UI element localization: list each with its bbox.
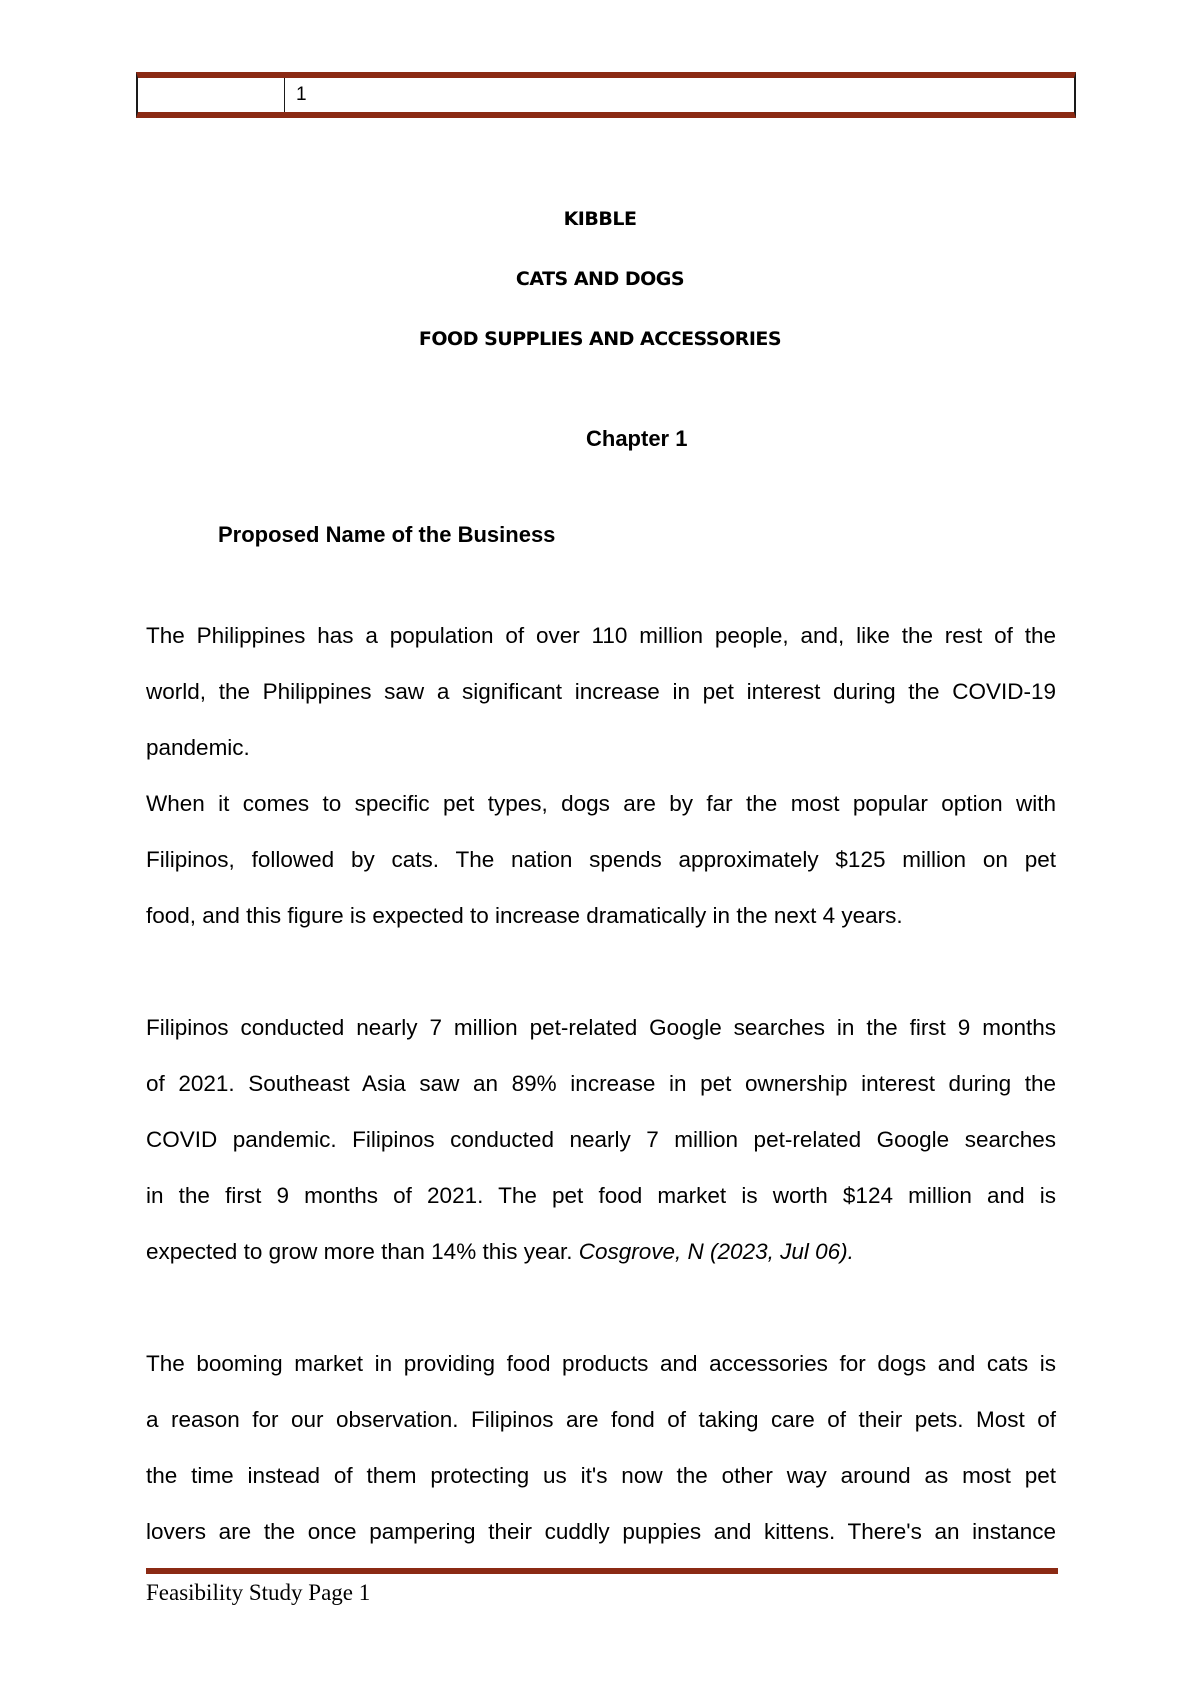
paragraph-line: Filipinos conducted nearly 7 million pet-related Google searches in the first 9 months: [146, 1015, 1056, 1040]
paragraph-line: Filipinos, followed by cats. The nation spends approximately $125 million on pet: [146, 847, 1056, 872]
paragraph-line: world, the Philippines saw a significant increase in pet interest during the COVID-19: [146, 679, 1056, 704]
paragraph-line: in the first 9 months of 2021. The pet food market is worth $124 million and is: [146, 1183, 1056, 1208]
paragraph-line: of 2021. Southeast Asia saw an 89% increase in pet ownership interest during the: [146, 1071, 1056, 1096]
header-page-number: 1: [296, 84, 307, 105]
footer-text: Feasibility Study Page 1: [146, 1580, 371, 1605]
paragraph-4: [146, 1336, 1056, 1560]
header-cell-divider: [284, 78, 285, 112]
title-kibble: KIBBLE: [563, 208, 637, 230]
paragraph-line: food, and this figure is expected to increase dramatically in the next 4 years.: [146, 903, 903, 928]
title-food-supplies: FOOD SUPPLIES AND ACCESSORIES: [418, 328, 782, 350]
citation: Cosgrove, N (2023, Jul 06).: [578, 1239, 854, 1264]
paragraph-1: [146, 608, 1056, 776]
paragraph-line: COVID pandemic. Filipinos conducted nearly 7 million pet-related Google searches: [146, 1127, 1056, 1152]
paragraph-2: [146, 776, 1056, 944]
paragraph-text: expected to grow more than 14% this year.: [146, 1239, 579, 1264]
paragraph-line: pandemic.: [146, 735, 250, 760]
paragraph-line: lovers are the once pampering their cuddly puppies and kittens. There's an instance: [146, 1519, 1056, 1544]
paragraph-line: [146, 1224, 1056, 1280]
paragraph-line: a reason for our observation. Filipinos are fond of taking care of their pets. Most of: [146, 1407, 1056, 1432]
paragraph-line: The booming market in providing food products and accessories for dogs and cats is: [146, 1351, 1056, 1376]
paragraph-line: When it comes to specific pet types, dogs are by far the most popular option with: [146, 791, 1056, 816]
title-cats-and-dogs: CATS AND DOGS: [515, 268, 685, 290]
page-header-table: [136, 72, 1076, 118]
paragraph-line: the time instead of them protecting us it's now the other way around as most pet: [146, 1463, 1056, 1488]
section-heading: Proposed Name of the Business: [218, 522, 556, 547]
chapter-heading: Chapter 1: [586, 426, 688, 451]
paragraph-line: The Philippines has a population of over 110 million people, and, like the rest of the: [146, 623, 1056, 648]
footer-rule: [146, 1568, 1058, 1574]
paragraph-3: [146, 1000, 1056, 1280]
